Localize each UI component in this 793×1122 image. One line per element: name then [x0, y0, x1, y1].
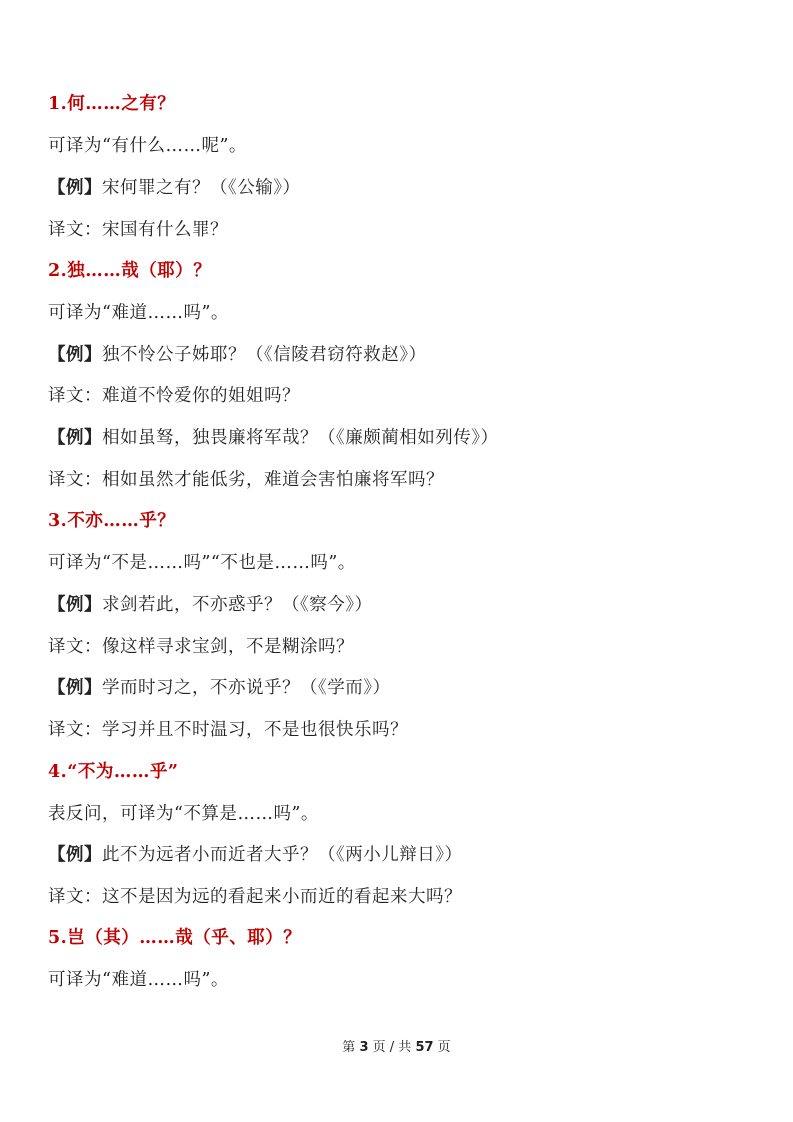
footer-suffix: 页	[437, 1040, 451, 1055]
example-line	[48, 593, 373, 617]
section-heading: 4.“不为……乎”	[48, 762, 179, 782]
example-text: 独不怜公子姊耶？（《信陵君窃符救赵》）	[102, 345, 427, 365]
section-explanation: 可译为“有什么……呢”。	[48, 136, 247, 156]
example-line	[48, 343, 427, 367]
page-footer	[0, 1038, 793, 1058]
example-line	[48, 426, 499, 450]
section-heading: 5.岂（其）……哉（乎、耶）？	[48, 928, 302, 948]
example-translation: 译文：难道不怜爱你的姐姐吗？	[48, 386, 300, 406]
section-explanation: 可译为“难道……吗”。	[48, 970, 229, 990]
example-label: 【例】	[48, 428, 102, 448]
section-explanation: 表反问，可译为“不算是……吗”。	[48, 804, 319, 824]
section-heading: 3.不亦……乎？	[48, 511, 176, 531]
example-text: 求剑若此，不亦惑乎？（《察今》）	[102, 595, 373, 615]
example-label: 【例】	[48, 178, 102, 198]
section-heading: 2.独……哉（耶）？	[48, 261, 212, 281]
example-label: 【例】	[48, 345, 102, 365]
example-text: 宋何罪之有？（《公输》）	[102, 178, 301, 198]
example-line	[48, 676, 391, 700]
footer-middle: 页 / 共	[372, 1040, 412, 1055]
footer-total-pages: 57	[415, 1040, 434, 1055]
example-translation: 译文：这不是因为远的看起来小而近的看起来大吗？	[48, 887, 462, 907]
section-explanation: 可译为“不是……吗”“不也是……吗”。	[48, 553, 356, 573]
example-line	[48, 843, 463, 867]
footer-prefix: 第	[342, 1040, 356, 1055]
example-text: 学而时习之，不亦说乎？（《学而》）	[102, 678, 391, 698]
example-label: 【例】	[48, 845, 102, 865]
example-translation: 译文：相如虽然才能低劣，难道会害怕廉将军吗？	[48, 470, 444, 490]
footer-current-page: 3	[359, 1040, 369, 1055]
example-translation: 译文：学习并且不时温习，不是也很快乐吗？	[48, 720, 408, 740]
example-label: 【例】	[48, 595, 102, 615]
section-explanation: 可译为“难道……吗”。	[48, 303, 229, 323]
example-translation: 译文：宋国有什么罪？	[48, 220, 228, 240]
example-text: 此不为远者小而近者大乎？（《两小儿辩日》）	[102, 845, 463, 865]
example-line	[48, 176, 301, 200]
example-label: 【例】	[48, 678, 102, 698]
section-heading: 1.何……之有？	[48, 94, 176, 114]
example-text: 相如虽驽，独畏廉将军哉？（《廉颇蔺相如列传》）	[102, 428, 499, 448]
example-translation: 译文：像这样寻求宝剑，不是糊涂吗？	[48, 637, 354, 657]
